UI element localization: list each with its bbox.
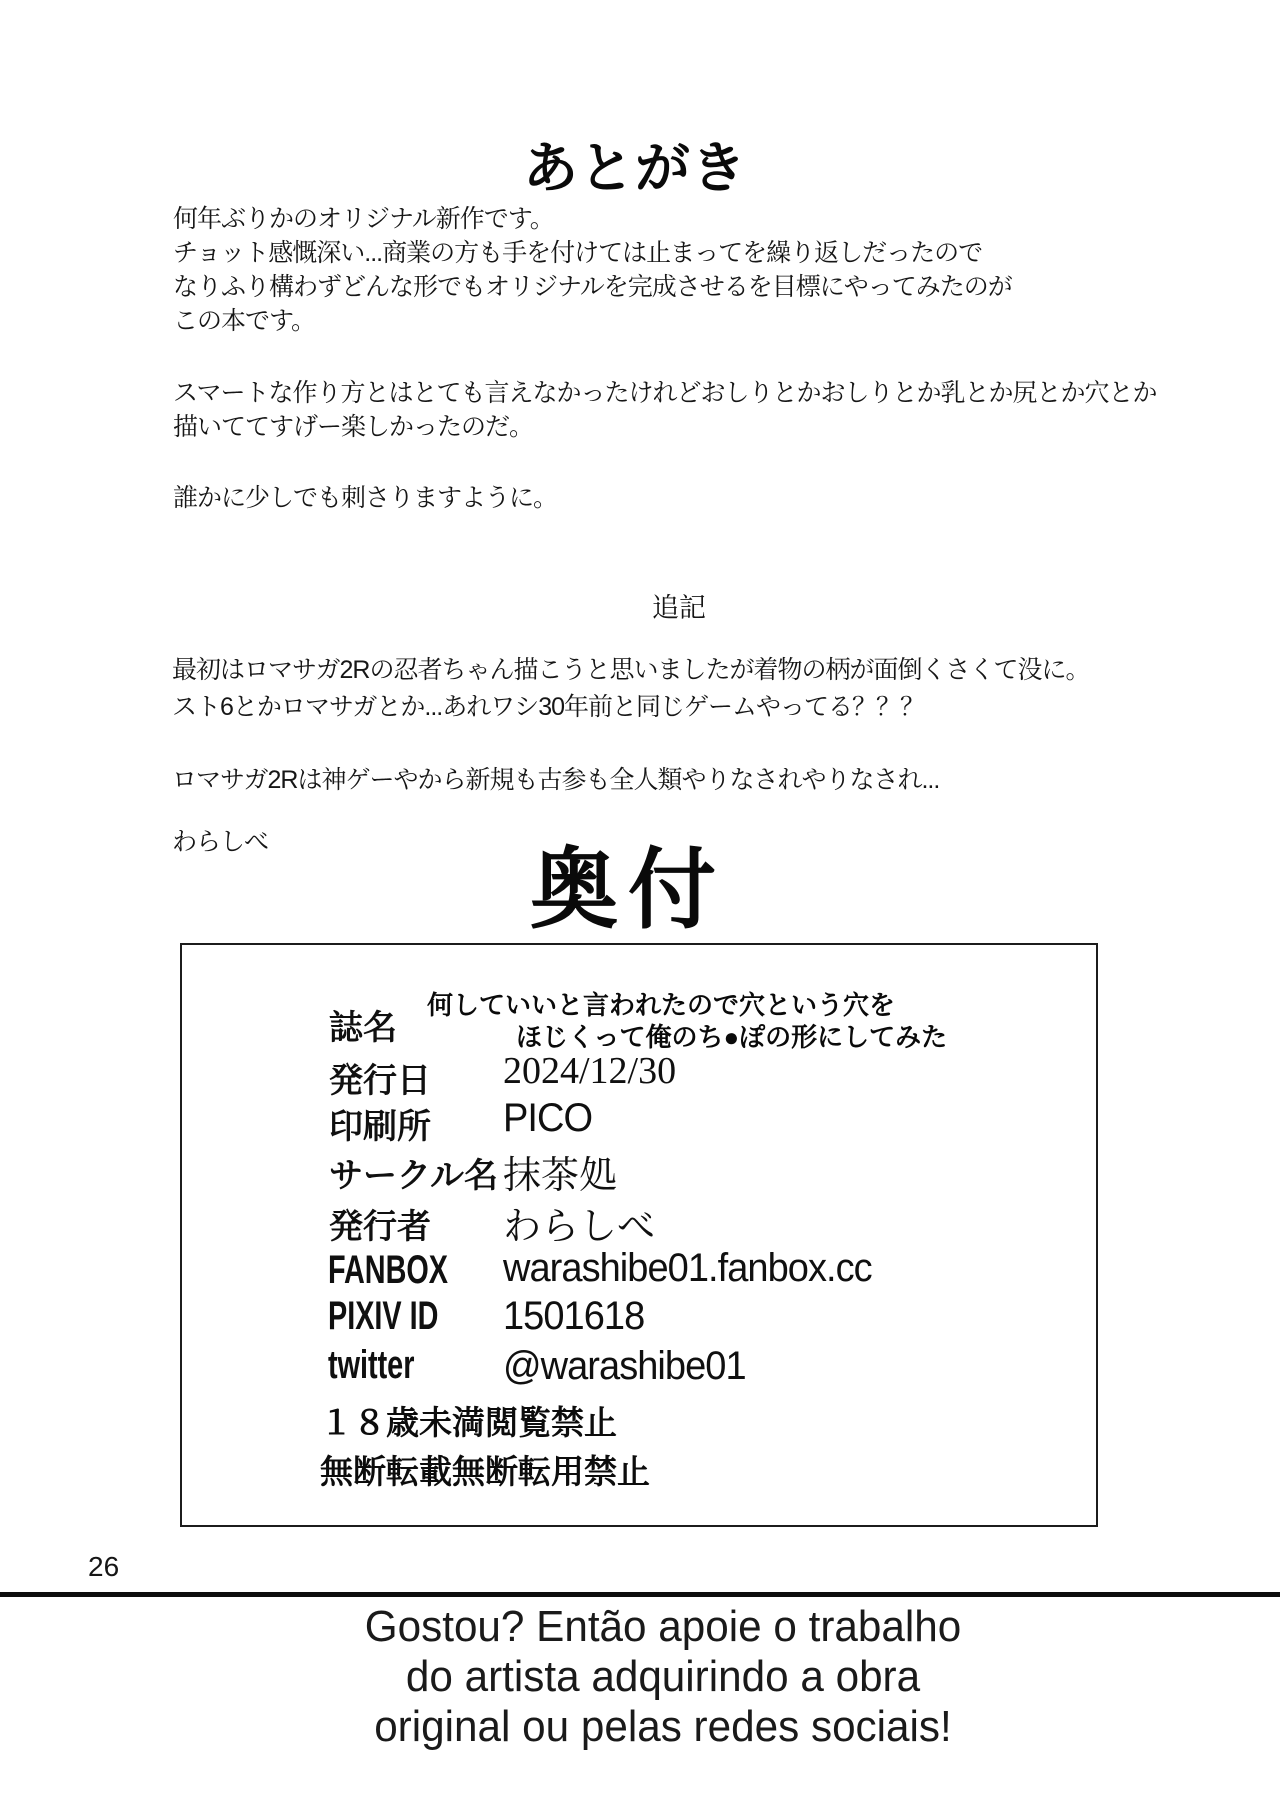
colophon-notice-age-restriction: １８歳未満閲覧禁止 — [320, 1404, 617, 1441]
colophon-value-pixiv-id: 1501618 — [503, 1294, 645, 1338]
translator-footer-note — [0, 1602, 1280, 1752]
colophon-value-publish-date: 2024/12/30 — [503, 1050, 677, 1092]
colophon-value-title-line1: 何していいと言われたので穴という穴を — [427, 990, 896, 1020]
paragraph-line: チョット感慨深い...商業の方も手を付けては止まってを繰り返しだったので — [173, 239, 983, 267]
paragraph-line: 何年ぶりかのオリジナル新作です。 — [173, 205, 554, 233]
page-number: 26 — [88, 1551, 120, 1582]
paragraph-line: スマートな作り方とはとても言えなかったけれどおしりとかおしりとか乳とか尻とか穴とか — [173, 379, 1157, 407]
colophon-label-circle-name: サークル名 — [329, 1157, 498, 1195]
colophon-value-fanbox-url: warashibe01.fanbox.cc — [503, 1246, 872, 1290]
colophon-value-twitter-handle: @warashibe01 — [503, 1344, 746, 1388]
colophon-value-title-line2: ほじくって俺のち●ぽの形にしてみた — [516, 1022, 948, 1052]
colophon-value-circle-name: 抹茶処 — [503, 1155, 618, 1197]
colophon-label-pixiv-id: PIXIV ID — [328, 1294, 439, 1338]
afterword-paragraph-4 — [172, 652, 1089, 726]
paragraph-line: スト6とかロマサガとか...あれワシ30年前と同じゲームやってる？？？ — [172, 693, 925, 721]
colophon-label-twitter: twitter — [328, 1343, 415, 1387]
postscript-heading: 追記 — [652, 593, 706, 623]
afterword-paragraph-2 — [173, 376, 1157, 444]
afterword-paragraph-1 — [173, 202, 1012, 338]
paragraph-line: 最初はロマサガ2Rの忍者ちゃん描こうと思いましたが着物の柄が面倒くさくて没に。 — [172, 656, 1090, 684]
colophon-label-publisher: 発行者 — [329, 1208, 431, 1246]
colophon-label-fanbox: FANBOX — [328, 1248, 449, 1292]
afterword-paragraph-5: ロマサガ2Rは神ゲーやから新規も古参も全人類やりなされやりなされ... — [172, 766, 940, 794]
colophon-box — [180, 943, 1098, 1527]
colophon-label-publish-date: 発行日 — [329, 1062, 431, 1100]
colophon-label-title: 誌名 — [329, 1009, 397, 1047]
footer-line: Gostou? Então apoie o trabalho — [364, 1602, 962, 1651]
paragraph-line: 描いててすげー楽しかったのだ。 — [173, 413, 534, 441]
colophon-value-publisher: わらしべ — [503, 1206, 656, 1248]
footer-line: do artista adquirindo a obra — [405, 1652, 921, 1701]
afterword-title: あとがき — [523, 137, 748, 199]
footer-divider-line — [0, 1592, 1280, 1597]
author-signature: わらしべ — [172, 828, 269, 856]
colophon-value-printer: PICO — [503, 1096, 593, 1140]
colophon-notice-no-reproduction: 無断転載無断転用禁止 — [320, 1453, 650, 1490]
afterword-paragraph-3: 誰かに少しでも刺さりますように。 — [173, 484, 558, 512]
footer-line: original ou pelas redes sociais! — [374, 1702, 952, 1751]
paragraph-line: この本です。 — [173, 307, 316, 335]
colophon-title: 奥付 — [530, 840, 727, 939]
paragraph-line: なりふり構わずどんな形でもオリジナルを完成させるを目標にやってみたのが — [173, 273, 1012, 301]
colophon-label-printer: 印刷所 — [329, 1108, 431, 1146]
